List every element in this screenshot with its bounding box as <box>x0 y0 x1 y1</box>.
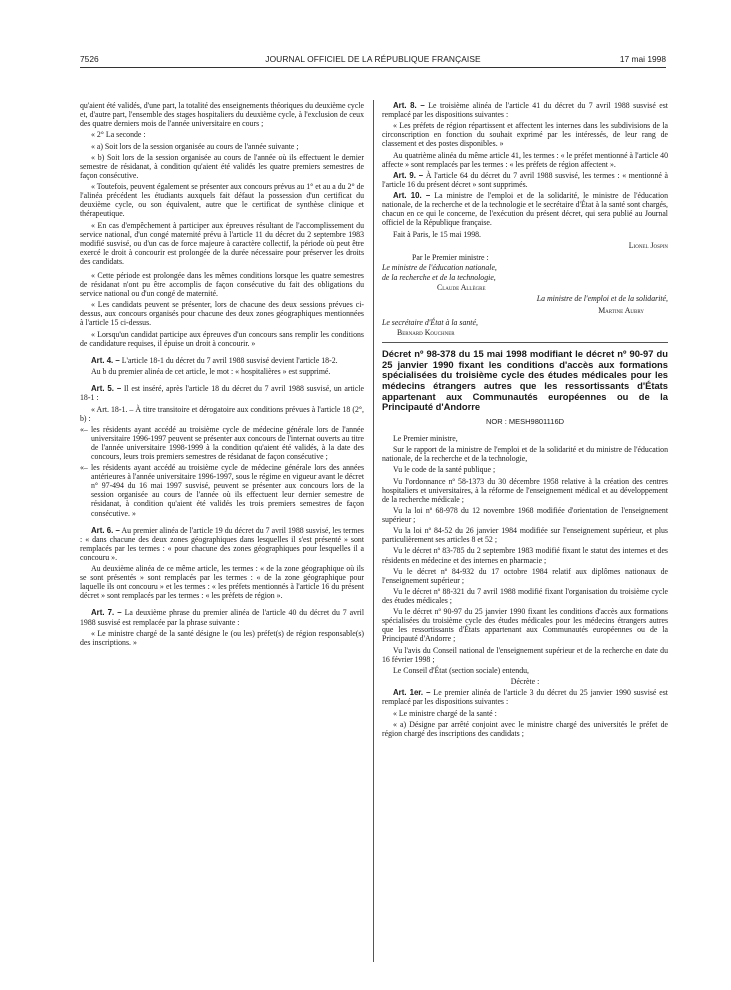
dash-item <box>80 425 364 461</box>
visa: Vu le décret nº 83-785 du 2 septembre 1983 modifié fixant le statut des internes et des résidents en médecine et des internes en pharmacie ; <box>382 546 668 565</box>
article-label: Art. 4. – <box>91 355 120 365</box>
visa: Vu le décret nº 90-97 du 25 janvier 1990 fixant les conditions d'accès aux formations spécialisées du troisième cycle des études médicales pour les médecins étrangers autres que les ressortissants d'États appartenant aux Communautés européennes ou de la Principauté d'Andorre ; <box>382 607 668 644</box>
article-7 <box>80 608 364 626</box>
paragraph: « Cette période est prolongée dans les mêmes conditions lorsque les quatre semestres de résidanat n'ont pu être accomplis de façon consécutive du fait des obligations du service national ou d'un congé de maternité. <box>80 270 364 299</box>
dash-item <box>80 463 364 517</box>
paragraph: « En cas d'empêchement à participer aux épreuves résultant de l'accomplissement du service national, d'un congé maternité prévu à l'article 11 du décret du 2 septembre 1983 modifié susvisé, ou d'un cas de force majeure à caractère collectif, la période où peut être exercé le droit à concourir est prolongée de la durée nécessaire pour préserver les droits des candidats. <box>80 220 364 266</box>
article-text: Le premier alinéa de l'article 3 du décret du 25 janvier 1990 susvisé est remplacé par les dispositions suivantes : <box>382 688 668 707</box>
section-rule <box>382 342 668 343</box>
secretary-title: Le secrétaire d'État à la santé, <box>382 318 478 328</box>
dash-mark: «– <box>80 424 88 434</box>
paragraph: Sur le rapport de la ministre de l'emploi et de la solidarité et du ministre de l'éducation nationale, de la recherche et de la technologie, <box>382 445 668 464</box>
secretary-name: Bernard Kouchner <box>397 328 455 338</box>
paragraph: « a) Soit lors de la session organisée au cours de l'année suivante ; <box>91 141 299 151</box>
column-separator <box>373 100 374 962</box>
article-label: Art. 6. – <box>91 525 120 535</box>
article-10 <box>382 191 668 227</box>
dash-text: les résidents ayant accédé au troisième cycle de médecine générale lors de l'année universitaire 1996-1997 peuvent se présenter aux concours de l'internat ouverts au titre de l'année universitaire 1998-1999 à la condition qu'aient été validés, à la date des concours, leurs trois premiers semestres de résidanat de façon consécutive ; <box>91 424 364 462</box>
issue-date: 17 mai 1998 <box>619 54 666 64</box>
article-text: L'article 18-1 du décret du 7 avril 1988 susvisé devient l'article 18-2. <box>121 355 338 365</box>
minister-title: Le ministre de l'éducation nationale, <box>382 262 497 272</box>
article-label: Art. 8. – <box>393 101 425 110</box>
article-8 <box>382 101 668 119</box>
paragraph: Au b du premier alinéa de cet article, le mot : « hospitalières » est supprimé. <box>91 367 331 377</box>
article-1 <box>382 688 668 706</box>
minister-title: La ministre de l'emploi et de la solidarité, <box>536 294 668 304</box>
paragraph: « 2° La seconde : <box>91 130 146 140</box>
dash-text: les résidents ayant accédé au troisième cycle de médecine générale lors des années antérieures à l'année universitaire 1996-1997, sous le régime en vigueur avant le décret n° 97-494 du 16 mai 1997 susvisé, peuvent se présenter aux concours lors de la session organisée au cours de l'année où ils effectuent leur dernier semestre de résidanat, à condition qu'aient été validés les trois premiers semestres de façon consécutive. » <box>91 463 365 518</box>
paragraph: Au deuxième alinéa de ce même article, les termes : « de la zone géographique où ils se sont présentés » sont remplacés par les termes : « de la zone géographique pour laquelle ils ont concouru » et les termes : « les préfets mentionnés à l'article 16 du présent décret » sont remplacés par les termes : « les préfets de région ». <box>80 564 364 601</box>
decree-title: Décret nº 98-378 du 15 mai 1998 modifiant le décret nº 90-97 du 25 janvier 1990 fixant les conditions d'accès aux formations spécialisées du troisième cycle des études médicales pour les médecins étrangers autres que les ressortissants d'États appartenant aux Communautés européennes ou de la Principauté d'Andorre <box>382 348 668 413</box>
place-date: Fait à Paris, le 15 mai 1998. <box>393 229 482 239</box>
minister-title: de la recherche et de la technologie, <box>382 272 496 282</box>
paragraph: « Lorsqu'un candidat participe aux épreuves d'un concours sans remplir les conditions de candidature requises, il épuise un droit à concourir. » <box>80 329 364 348</box>
article-text: Le troisième alinéa de l'article 41 du décret du 7 avril 1988 susvisé est remplacé par les dispositions suivantes : <box>382 101 668 120</box>
paragraph: « Le ministre chargé de la santé désigne le (ou les) préfet(s) de région responsable(s) des inscriptions. » <box>80 628 364 647</box>
article-9 <box>382 171 668 189</box>
article-label: Art. 9. – <box>393 170 424 180</box>
minister-name: Martine Aubry <box>598 306 644 316</box>
visa: Vu l'ordonnance nº 58-1373 du 30 décembre 1958 relative à la création des centres hospitaliers et universitaires, à la réforme de l'enseignement médical et au développement de la recherche médicale ; <box>382 476 668 504</box>
paragraph: « b) Soit lors de la session organisée au cours de l'année où ils effectuent le dernier semestre de résidanat, à condition qu'aient été validés les quatre premiers semestres de façon consécutive. <box>80 152 364 180</box>
minister-name: Claude Allègre <box>437 282 486 292</box>
paragraph: qu'aient été validés, d'une part, la totalité des enseignements théoriques du deuxième cycle et, d'autre part, l'ensemble des stages hospitaliers du deuxième cycle, à l'exclusion de ceux des quatre derniers mois de l'année universitaire en cours ; <box>80 101 364 129</box>
by-pm: Par le Premier ministre : <box>412 252 489 262</box>
visa: Vu la loi nº 84-52 du 26 janvier 1984 modifiée sur l'enseignement supérieur, et plus particulièrement ses articles 8 et 52 ; <box>382 526 668 545</box>
decrete: Décrète : <box>510 677 540 687</box>
visa: Le Conseil d'État (section sociale) entendu, <box>393 665 530 675</box>
paragraph: « Art. 18-1. – À titre transitoire et dérogatoire aux conditions prévues à l'article 18 (2°, b) : <box>80 404 364 423</box>
visa: Vu le code de la santé publique ; <box>393 465 496 475</box>
signature-pm: Lionel Jospin <box>628 240 668 250</box>
article-text: Il est inséré, après l'article 18 du décret du 7 avril 1988 susvisé, un article 18-1 : <box>80 384 364 403</box>
article-label: Art. 5. – <box>91 384 122 394</box>
page-number: 7526 <box>80 54 99 64</box>
paragraph: Le Premier ministre, <box>393 433 458 443</box>
article-text: À l'article 64 du décret du 7 avril 1988 susvisé, les termes : « mentionné à l'article 16 du présent décret » sont supprimés. <box>382 170 668 189</box>
article-5 <box>80 384 364 402</box>
article-text: Au premier alinéa de l'article 19 du décret du 7 avril 1988 susvisé, les termes : « dans chacune des deux zones géographiques dans lesquelles il s'est présenté » sont remplacés par les termes : « pour chacune des zones géographiques pour lesquelles il a concouru ». <box>80 525 364 562</box>
article-label: Art. 10. – <box>393 191 431 201</box>
visa: Vu le décret nº 88-321 du 7 avril 1988 modifié fixant l'organisation du troisième cycle des études médicales ; <box>382 587 668 606</box>
journal-title: JOURNAL OFFICIEL DE LA RÉPUBLIQUE FRANÇAISE <box>265 54 481 64</box>
visa: Vu la loi nº 68-978 du 12 novembre 1968 modifiée d'orientation de l'enseignement supérieur ; <box>382 505 668 524</box>
article-label: Art. 7. – <box>91 608 122 618</box>
nor-reference: NOR : MESH9801116D <box>485 416 565 426</box>
article-label: Art. 1er. – <box>393 688 431 698</box>
left-column <box>80 101 364 649</box>
paragraph: Au quatrième alinéa du même article 41, les termes : « le préfet mentionné à l'article 40 affecte » sont remplacés par les termes : « les préfets de région affectent ». <box>382 150 668 169</box>
paragraph: « Les préfets de région répartissent et affectent les internes dans les subdivisions de la circonscription en fonction du souhait exprimé par les intéressés, de leur rang de classement et des postes disponibles. » <box>382 121 668 149</box>
article-4 <box>80 356 364 365</box>
header-rule <box>80 67 666 68</box>
article-6 <box>80 526 364 562</box>
visa: Vu l'avis du Conseil national de l'enseignement supérieur et de la recherche en date du 16 février 1998 ; <box>382 645 668 664</box>
dash-mark: «– <box>80 463 88 473</box>
article-text: La ministre de l'emploi et de la solidarité, le ministre de l'éducation nationale, de la recherche et de la technologie et le secrétaire d'État à la santé sont chargés, chacun en ce qui le concerne, de l'exécution du présent décret, qui sera publié au Journal officiel de la République française. <box>382 191 669 228</box>
paragraph: « a) Désigne par arrêté conjoint avec le ministre chargé des universités le préfet de région chargé des inscriptions des candidats ; <box>382 719 668 738</box>
article-text: La deuxième phrase du premier alinéa de l'article 40 du décret du 7 avril 1988 susvisé est remplacée par la phrase suivante : <box>80 608 364 627</box>
paragraph: « Le ministre chargé de la santé : <box>393 708 497 718</box>
paragraph: « Les candidats peuvent se présenter, lors de chacune des deux sessions prévues ci-dessus, aux concours organisés pour chacune des deux zones géographiques mentionnées à l'article 15 ci-dessus. <box>80 300 364 328</box>
visa: Vu le décret nº 84-932 du 17 octobre 1984 relatif aux diplômes nationaux de l'enseignement supérieur ; <box>382 566 668 585</box>
right-column <box>382 101 668 740</box>
page-header <box>80 54 666 66</box>
paragraph: « Toutefois, peuvent également se présenter aux concours prévus au 1° et au a du 2° de l'alinéa précédent les étudiants auxquels fait défaut la possession d'un certificat du deuxième cycle, ou son équivalent, autre que le certificat de synthèse clinique et thérapeutique. <box>80 182 364 219</box>
